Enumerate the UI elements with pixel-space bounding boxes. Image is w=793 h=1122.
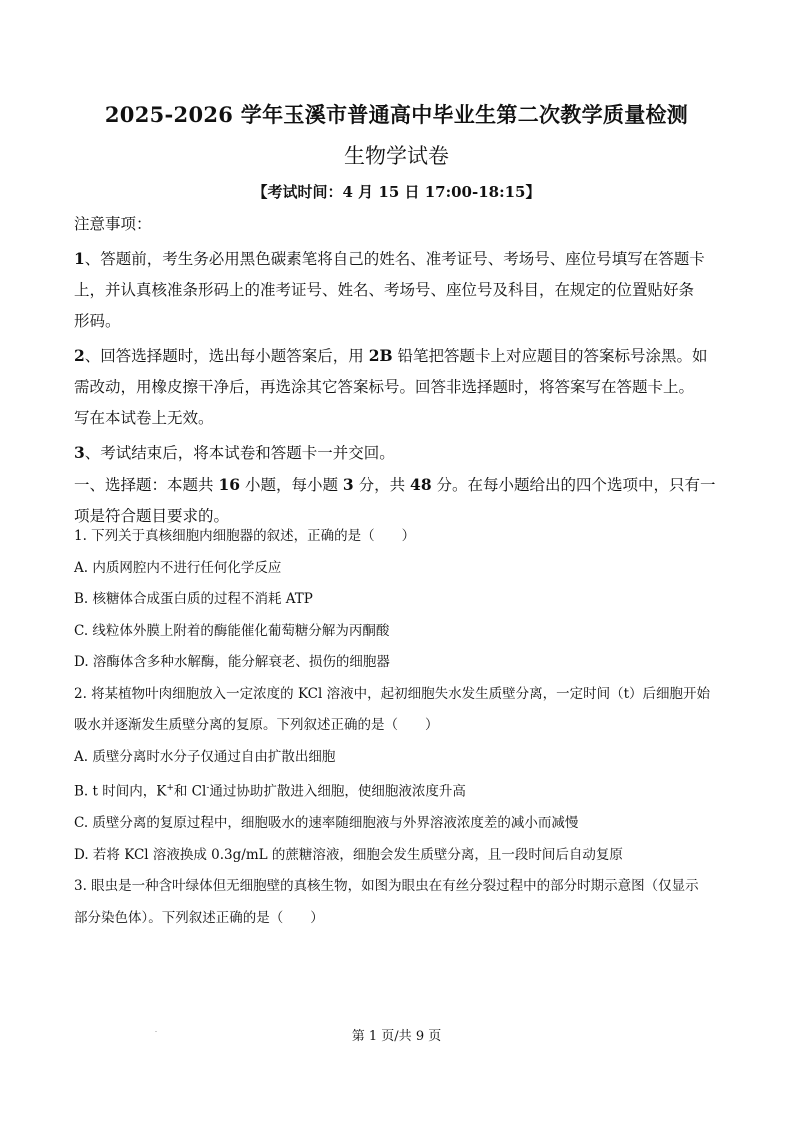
section-text-e: 分，共 — [353, 476, 411, 494]
notice-item-2-text-c: 铅笔把答题卡上对应题目的答案标号涂黑。如 — [392, 347, 708, 365]
q2-option-c: C. 质壁分离的复原过程中，细胞吸水的速率随细胞液与外界溶液浓度差的减小而减慢 — [74, 815, 579, 831]
q1-option-b: B. 核糖体合成蛋白质的过程不消耗 ATP — [74, 591, 313, 607]
q1-stem: 1. 下列关于真核细胞内细胞器的叙述，正确的是（ ） — [74, 528, 416, 544]
section-heading-line-2: 项是符合题目要求的。 — [74, 507, 230, 525]
q2-option-b-text-1: B. t 时间内，K — [74, 783, 167, 800]
section-text-a: 一、选择题：本题共 — [74, 476, 219, 494]
q2-option-b-sup-plus: + — [166, 783, 174, 793]
notice-item-1-number: 1 — [74, 249, 85, 268]
notice-item-3 — [74, 437, 724, 469]
section-text-c: 小题，每小题 — [240, 476, 343, 494]
section-points-each: 3 — [342, 475, 354, 494]
section-points-total: 48 — [410, 475, 432, 494]
notice-item-3-number: 3 — [74, 443, 85, 462]
exam-time: 【考试时间：4 月 15 日 17:00-18:15】 — [252, 183, 541, 201]
section-heading — [74, 469, 724, 501]
exam-subtitle: 生物学试卷 — [344, 144, 449, 168]
q2-option-a: A. 质壁分离时水分子仅通过自由扩散出细胞 — [74, 748, 336, 765]
q2-option-b-text-2: 和 Cl — [173, 783, 207, 800]
notice-item-2-number: 2 — [74, 346, 85, 365]
questions-block — [74, 521, 734, 934]
notice-item-2-line-2: 需改动，用橡皮擦干净后，再选涂其它答案标号。回答非选择题时，将答案写在答题卡上。 — [74, 378, 695, 396]
exam-title: 2025-2026 学年玉溪市普通高中毕业生第二次教学质量检测 — [104, 102, 689, 127]
section-text-g: 分。在每小题给出的四个选项中，只有一 — [431, 476, 716, 494]
notice-item-1 — [74, 243, 724, 275]
q1-option-c: C. 线粒体外膜上附着的酶能催化葡萄糖分解为丙酮酸 — [74, 622, 390, 639]
notice-item-2-text-a: 、回答选择题时，选出每小题答案后，用 — [84, 347, 369, 365]
notice-item-2-pencil: 2B — [368, 346, 393, 365]
q2-option-b-text-3: 通过协助扩散进入细胞，使细胞液浓度升高 — [209, 783, 466, 800]
notice-item-1-line-3: 形码。 — [74, 312, 121, 330]
notice-heading: 注意事项： — [74, 215, 152, 233]
q3-stem-line-1: 3. 眼虫是一种含叶绿体但无细胞壁的真核生物，如图为眼虫在有丝分裂过程中的部分时期示意图（仅显示 — [74, 878, 699, 894]
q1-option-a: A. 内质网腔内不进行任何化学反应 — [74, 559, 282, 576]
notice-item-1-line-2: 上，并认真核准条形码上的准考证号、姓名、考场号、座位号及科目，在规定的位置贴好条 — [74, 281, 695, 299]
q2-option-b — [74, 773, 734, 808]
notice-item-2-line-3: 写在本试卷上无效。 — [74, 409, 214, 427]
q2-stem-line-1: 2. 将某植物叶肉细胞放入一定浓度的 KCl 溶液中，起初细胞失水发生质壁分离，一定时间（t）后细胞开始 — [74, 685, 711, 702]
section-question-count: 16 — [218, 475, 241, 494]
page-footer: 第 1 页/共 9 页 — [351, 1029, 442, 1044]
notice-item-1-line-1: 、答题前，考生务必用黑色碳素笔将自己的姓名、准考证号、考场号、座位号填写在答题卡 — [84, 250, 705, 268]
q1-option-d: D. 溶酶体含多种水解酶，能分解衰老、损伤的细胞器 — [74, 654, 390, 670]
notice-item-2 — [74, 340, 724, 372]
q2-option-b-sup-minus: - — [206, 783, 210, 793]
q3-stem-line-2: 部分染色体）。下列叙述正确的是（ ） — [74, 909, 324, 926]
notice-section — [74, 209, 724, 532]
q2-option-d: D. 若将 KCl 溶液换成 0.3g/mL 的蔗糖溶液，细胞会发生质壁分离，且一段时间后自动复原 — [74, 846, 623, 863]
q2-stem-line-2: 吸水并逐渐发生质壁分离的复原。下列叙述正确的是（ ） — [74, 717, 439, 733]
notice-item-3-text: 、考试结束后，将本试卷和答题卡一并交回。 — [84, 444, 395, 462]
